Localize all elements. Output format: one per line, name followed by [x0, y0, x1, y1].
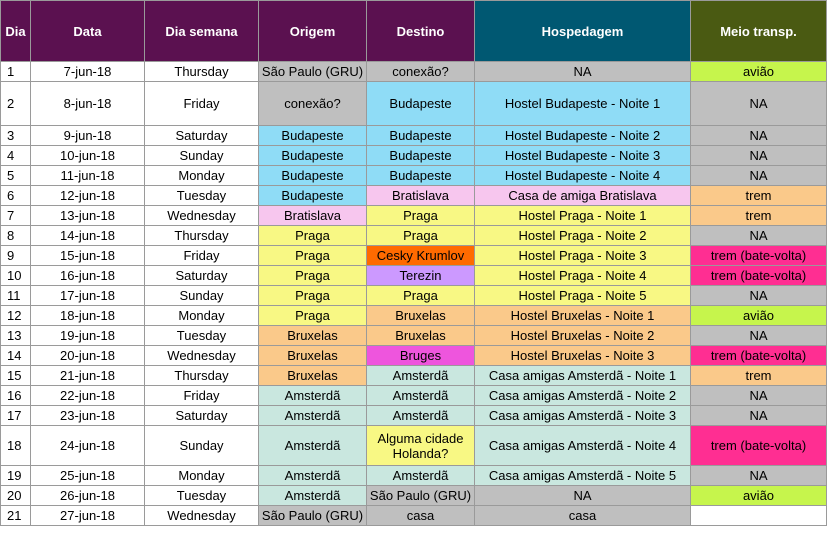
cell-origem[interactable]: Praga — [259, 226, 367, 246]
header-origem[interactable]: Origem — [259, 1, 367, 62]
cell-dia[interactable]: 19 — [1, 466, 31, 486]
cell-meio-transp[interactable]: NA — [691, 286, 827, 306]
table-row — [1, 466, 827, 486]
cell-origem[interactable]: Praga — [259, 246, 367, 266]
cell-data[interactable]: 10-jun-18 — [31, 146, 145, 166]
cell-hospedagem[interactable]: Casa amigas Amsterdã - Noite 1 — [475, 366, 691, 386]
cell-destino[interactable]: Alguma cidade Holanda? — [367, 426, 475, 466]
cell-hospedagem[interactable]: Hostel Bruxelas - Noite 3 — [475, 346, 691, 366]
table-row — [1, 126, 827, 146]
cell-destino[interactable]: Bratislava — [367, 186, 475, 206]
cell-dia-semana[interactable]: Monday — [145, 466, 259, 486]
cell-dia[interactable]: 5 — [1, 166, 31, 186]
header-data[interactable]: Data — [31, 1, 145, 62]
cell-data[interactable]: 25-jun-18 — [31, 466, 145, 486]
cell-meio-transp[interactable]: NA — [691, 326, 827, 346]
cell-dia[interactable]: 14 — [1, 346, 31, 366]
cell-data[interactable]: 21-jun-18 — [31, 366, 145, 386]
cell-dia[interactable]: 16 — [1, 386, 31, 406]
cell-dia-semana[interactable]: Wednesday — [145, 506, 259, 526]
cell-hospedagem[interactable]: Hostel Praga - Noite 2 — [475, 226, 691, 246]
header-meio-transp[interactable]: Meio transp. — [691, 1, 827, 62]
cell-data[interactable]: 24-jun-18 — [31, 426, 145, 466]
table-row — [1, 266, 827, 286]
cell-hospedagem[interactable]: Hostel Bruxelas - Noite 2 — [475, 326, 691, 346]
cell-data[interactable]: 23-jun-18 — [31, 406, 145, 426]
cell-meio-transp[interactable]: trem — [691, 186, 827, 206]
cell-destino[interactable]: conexão? — [367, 62, 475, 82]
cell-meio-transp[interactable]: NA — [691, 146, 827, 166]
table-row — [1, 406, 827, 426]
cell-destino[interactable]: Praga — [367, 226, 475, 246]
cell-data[interactable]: 22-jun-18 — [31, 386, 145, 406]
table-row — [1, 426, 827, 466]
cell-meio-transp[interactable]: NA — [691, 226, 827, 246]
cell-hospedagem[interactable]: Hostel Budapeste - Noite 2 — [475, 126, 691, 146]
cell-hospedagem[interactable]: Casa amigas Amsterdã - Noite 5 — [475, 466, 691, 486]
cell-meio-transp[interactable]: trem (bate-volta) — [691, 246, 827, 266]
table-row — [1, 166, 827, 186]
cell-origem[interactable]: Bruxelas — [259, 346, 367, 366]
cell-dia-semana[interactable]: Sunday — [145, 286, 259, 306]
cell-meio-transp[interactable]: NA — [691, 126, 827, 146]
cell-origem[interactable]: Amsterdã — [259, 386, 367, 406]
cell-origem[interactable]: Amsterdã — [259, 426, 367, 466]
cell-origem[interactable]: Budapeste — [259, 166, 367, 186]
cell-hospedagem[interactable]: Casa de amiga Bratislava — [475, 186, 691, 206]
table-row — [1, 326, 827, 346]
cell-origem[interactable]: Budapeste — [259, 146, 367, 166]
table-row — [1, 386, 827, 406]
cell-dia-semana[interactable]: Thursday — [145, 366, 259, 386]
cell-data[interactable]: 18-jun-18 — [31, 306, 145, 326]
cell-data[interactable]: 27-jun-18 — [31, 506, 145, 526]
cell-destino[interactable]: Terezin — [367, 266, 475, 286]
cell-hospedagem[interactable]: Hostel Budapeste - Noite 1 — [475, 82, 691, 126]
cell-dia[interactable]: 1 — [1, 62, 31, 82]
cell-data[interactable]: 12-jun-18 — [31, 186, 145, 206]
cell-data[interactable]: 19-jun-18 — [31, 326, 145, 346]
cell-dia-semana[interactable]: Thursday — [145, 62, 259, 82]
cell-data[interactable]: 9-jun-18 — [31, 126, 145, 146]
cell-hospedagem[interactable]: casa — [475, 506, 691, 526]
cell-dia[interactable]: 6 — [1, 186, 31, 206]
cell-dia-semana[interactable]: Wednesday — [145, 346, 259, 366]
cell-dia[interactable]: 15 — [1, 366, 31, 386]
cell-origem[interactable]: Praga — [259, 266, 367, 286]
cell-destino[interactable]: Praga — [367, 206, 475, 226]
cell-origem[interactable]: São Paulo (GRU) — [259, 506, 367, 526]
cell-destino[interactable]: Praga — [367, 286, 475, 306]
cell-data[interactable]: 8-jun-18 — [31, 82, 145, 126]
cell-data[interactable]: 26-jun-18 — [31, 486, 145, 506]
header-dia[interactable]: Dia — [1, 1, 31, 62]
cell-origem[interactable]: Budapeste — [259, 126, 367, 146]
cell-destino[interactable]: Amsterdã — [367, 366, 475, 386]
cell-dia[interactable]: 12 — [1, 306, 31, 326]
cell-meio-transp[interactable]: trem (bate-volta) — [691, 426, 827, 466]
cell-origem[interactable]: Bratislava — [259, 206, 367, 226]
cell-destino[interactable]: Amsterdã — [367, 406, 475, 426]
cell-dia-semana[interactable]: Saturday — [145, 266, 259, 286]
cell-destino[interactable]: Budapeste — [367, 82, 475, 126]
cell-data[interactable]: 11-jun-18 — [31, 166, 145, 186]
cell-dia[interactable]: 10 — [1, 266, 31, 286]
cell-hospedagem[interactable]: Hostel Praga - Noite 1 — [475, 206, 691, 226]
cell-data[interactable]: 17-jun-18 — [31, 286, 145, 306]
cell-meio-transp[interactable]: NA — [691, 166, 827, 186]
cell-hospedagem[interactable]: Hostel Praga - Noite 3 — [475, 246, 691, 266]
cell-dia[interactable]: 21 — [1, 506, 31, 526]
cell-dia[interactable]: 17 — [1, 406, 31, 426]
cell-meio-transp[interactable]: trem (bate-volta) — [691, 266, 827, 286]
cell-hospedagem[interactable]: Casa amigas Amsterdã - Noite 3 — [475, 406, 691, 426]
cell-dia-semana[interactable]: Saturday — [145, 406, 259, 426]
cell-dia-semana[interactable]: Thursday — [145, 226, 259, 246]
header-destino[interactable]: Destino — [367, 1, 475, 62]
cell-origem[interactable]: Praga — [259, 306, 367, 326]
table-row — [1, 206, 827, 226]
cell-data[interactable]: 15-jun-18 — [31, 246, 145, 266]
cell-hospedagem[interactable]: Hostel Praga - Noite 4 — [475, 266, 691, 286]
table-row — [1, 62, 827, 82]
cell-dia-semana[interactable]: Friday — [145, 386, 259, 406]
cell-meio-transp[interactable]: trem (bate-volta) — [691, 346, 827, 366]
cell-meio-transp[interactable]: trem — [691, 366, 827, 386]
cell-origem[interactable]: conexão? — [259, 82, 367, 126]
table-row — [1, 186, 827, 206]
table-row — [1, 286, 827, 306]
cell-dia[interactable]: 13 — [1, 326, 31, 346]
cell-data[interactable]: 13-jun-18 — [31, 206, 145, 226]
cell-meio-transp[interactable]: avião — [691, 306, 827, 326]
cell-destino[interactable]: Bruges — [367, 346, 475, 366]
cell-dia-semana[interactable]: Wednesday — [145, 206, 259, 226]
cell-dia-semana[interactable]: Friday — [145, 246, 259, 266]
table-row — [1, 146, 827, 166]
cell-hospedagem[interactable]: Hostel Bruxelas - Noite 1 — [475, 306, 691, 326]
cell-destino[interactable]: Budapeste — [367, 126, 475, 146]
cell-dia-semana[interactable]: Saturday — [145, 126, 259, 146]
cell-destino[interactable]: Amsterdã — [367, 386, 475, 406]
cell-dia-semana[interactable]: Monday — [145, 166, 259, 186]
cell-dia[interactable]: 3 — [1, 126, 31, 146]
header-row — [1, 1, 827, 62]
cell-destino[interactable]: casa — [367, 506, 475, 526]
cell-hospedagem[interactable]: NA — [475, 62, 691, 82]
cell-origem[interactable]: Bruxelas — [259, 366, 367, 386]
cell-destino[interactable]: Bruxelas — [367, 326, 475, 346]
cell-destino[interactable]: Budapeste — [367, 146, 475, 166]
cell-destino[interactable]: Budapeste — [367, 166, 475, 186]
cell-dia[interactable]: 8 — [1, 226, 31, 246]
cell-data[interactable]: 14-jun-18 — [31, 226, 145, 246]
cell-hospedagem[interactable]: NA — [475, 486, 691, 506]
cell-destino[interactable]: Amsterdã — [367, 466, 475, 486]
cell-meio-transp[interactable]: NA — [691, 406, 827, 426]
table-row — [1, 506, 827, 526]
cell-hospedagem[interactable]: Casa amigas Amsterdã - Noite 4 — [475, 426, 691, 466]
cell-origem[interactable]: Bruxelas — [259, 326, 367, 346]
cell-origem[interactable]: Amsterdã — [259, 466, 367, 486]
cell-dia-semana[interactable]: Sunday — [145, 426, 259, 466]
cell-dia[interactable]: 9 — [1, 246, 31, 266]
cell-dia[interactable]: 7 — [1, 206, 31, 226]
table-row — [1, 226, 827, 246]
cell-dia[interactable]: 11 — [1, 286, 31, 306]
cell-origem[interactable]: São Paulo (GRU) — [259, 62, 367, 82]
cell-data[interactable]: 20-jun-18 — [31, 346, 145, 366]
cell-dia[interactable]: 2 — [1, 82, 31, 126]
table-row — [1, 366, 827, 386]
cell-hospedagem[interactable]: Hostel Praga - Noite 5 — [475, 286, 691, 306]
table-row — [1, 486, 827, 506]
cell-dia-semana[interactable]: Friday — [145, 82, 259, 126]
cell-hospedagem[interactable]: Hostel Budapeste - Noite 3 — [475, 146, 691, 166]
cell-dia[interactable]: 18 — [1, 426, 31, 466]
cell-origem[interactable]: Amsterdã — [259, 486, 367, 506]
table-row — [1, 246, 827, 266]
cell-meio-transp[interactable] — [691, 506, 827, 526]
cell-dia[interactable]: 20 — [1, 486, 31, 506]
cell-origem[interactable]: Praga — [259, 286, 367, 306]
header-dia-semana[interactable]: Dia semana — [145, 1, 259, 62]
cell-hospedagem[interactable]: Hostel Budapeste - Noite 4 — [475, 166, 691, 186]
cell-dia-semana[interactable]: Tuesday — [145, 326, 259, 346]
cell-meio-transp[interactable]: NA — [691, 386, 827, 406]
cell-meio-transp[interactable]: NA — [691, 466, 827, 486]
table-row — [1, 346, 827, 366]
cell-hospedagem[interactable]: Casa amigas Amsterdã - Noite 2 — [475, 386, 691, 406]
cell-dia-semana[interactable]: Tuesday — [145, 186, 259, 206]
cell-origem[interactable]: Budapeste — [259, 186, 367, 206]
cell-data[interactable]: 16-jun-18 — [31, 266, 145, 286]
cell-meio-transp[interactable]: NA — [691, 82, 827, 126]
table-row — [1, 306, 827, 326]
cell-destino[interactable]: São Paulo (GRU) — [367, 486, 475, 506]
cell-meio-transp[interactable]: avião — [691, 62, 827, 82]
cell-dia-semana[interactable]: Sunday — [145, 146, 259, 166]
cell-dia[interactable]: 4 — [1, 146, 31, 166]
cell-data[interactable]: 7-jun-18 — [31, 62, 145, 82]
cell-destino[interactable]: Cesky Krumlov — [367, 246, 475, 266]
cell-dia-semana[interactable]: Monday — [145, 306, 259, 326]
cell-meio-transp[interactable]: avião — [691, 486, 827, 506]
cell-meio-transp[interactable]: trem — [691, 206, 827, 226]
cell-dia-semana[interactable]: Tuesday — [145, 486, 259, 506]
cell-origem[interactable]: Amsterdã — [259, 406, 367, 426]
cell-destino[interactable]: Bruxelas — [367, 306, 475, 326]
table-row — [1, 82, 827, 126]
header-hospedagem[interactable]: Hospedagem — [475, 1, 691, 62]
